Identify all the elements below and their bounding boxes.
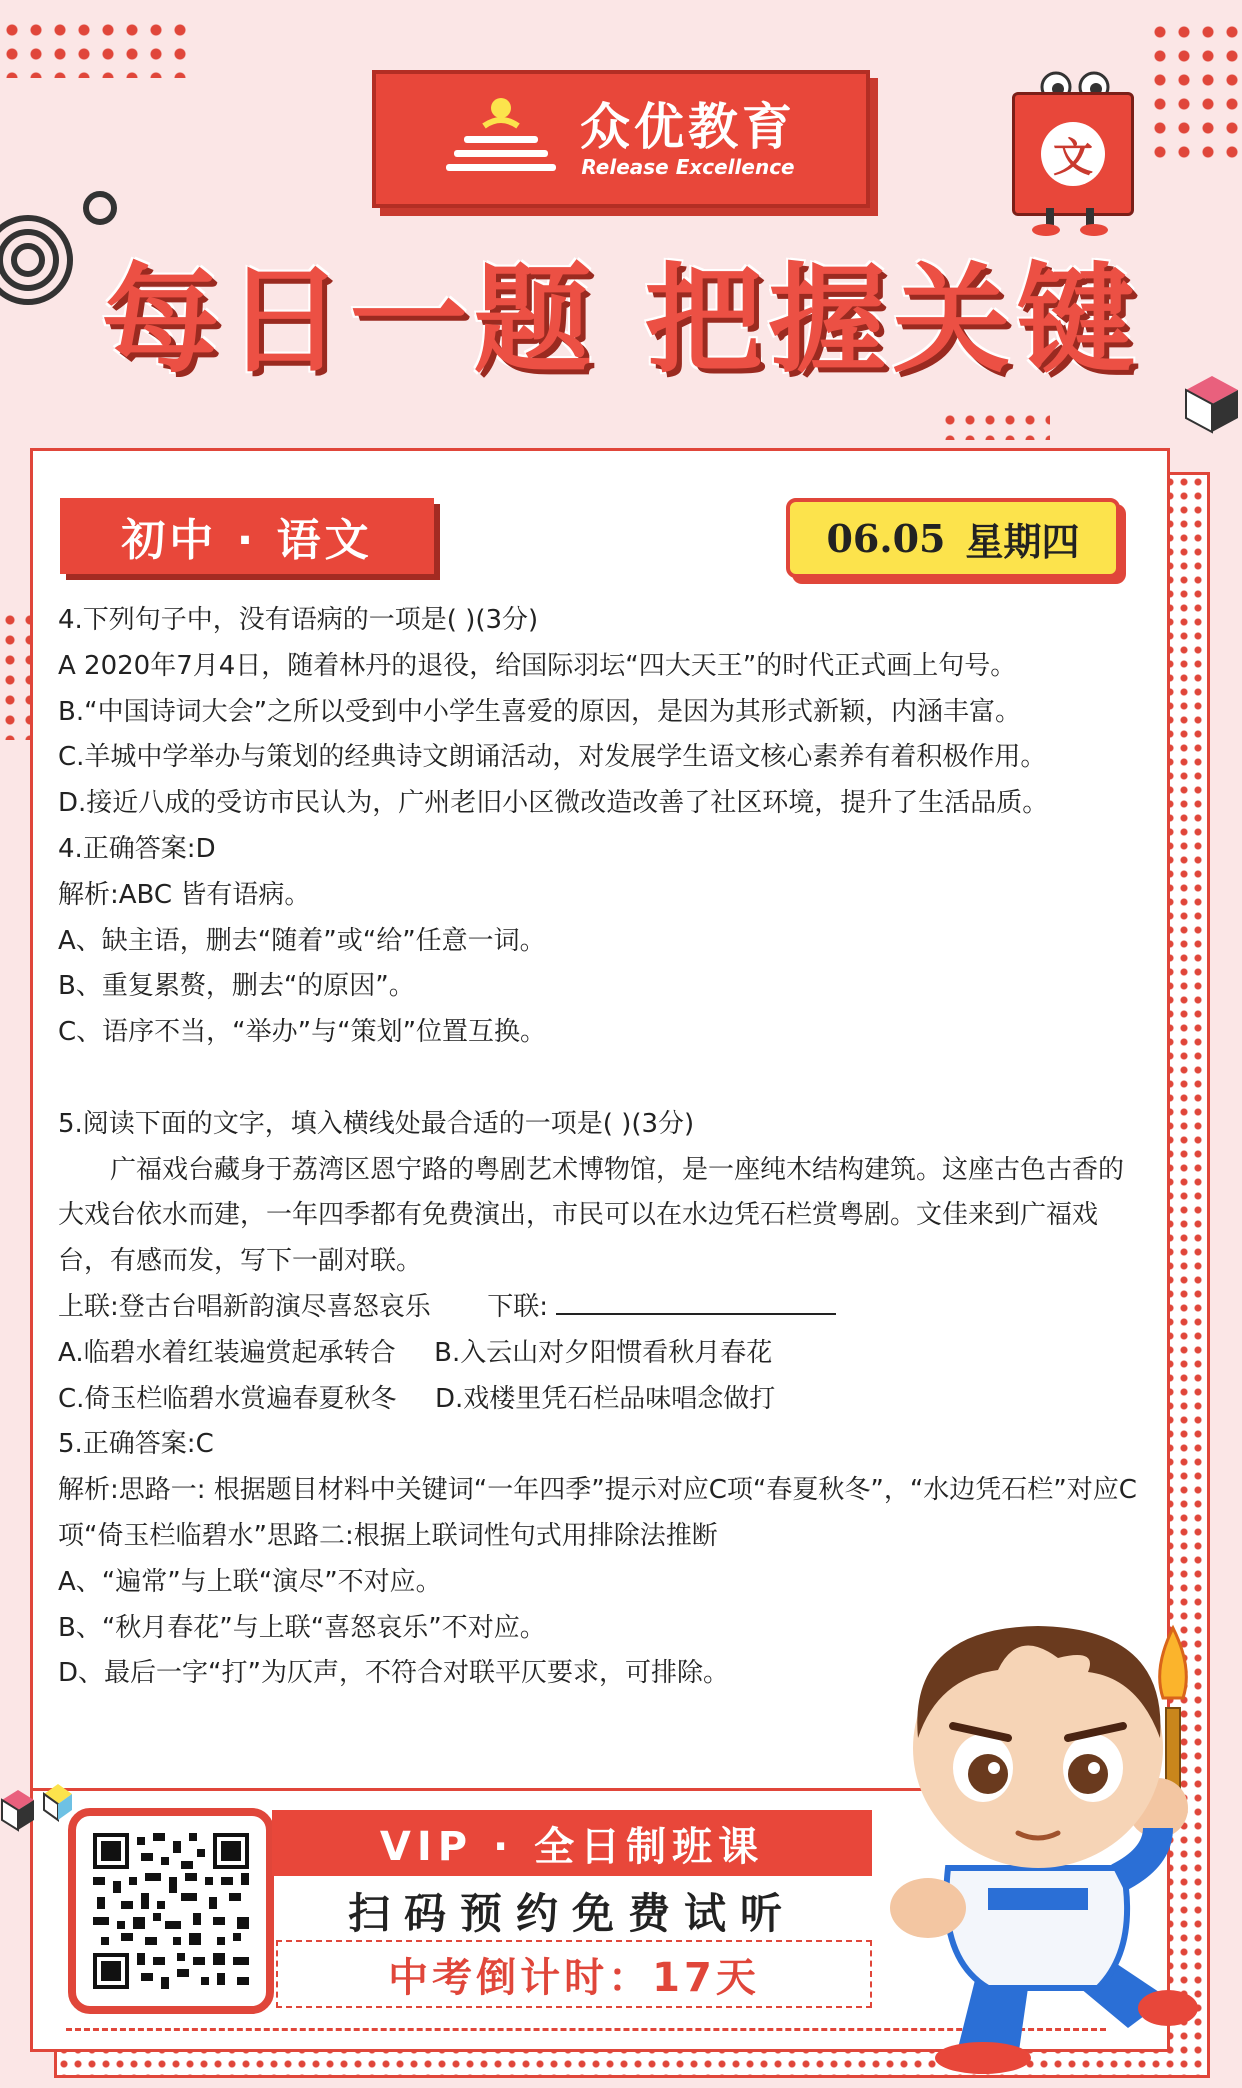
date-badge [786,498,1120,578]
top-right-dots [1148,20,1242,170]
brand-name: 众优教育 [580,98,796,156]
mascot-legs-icon [1030,208,1110,238]
q5-option-a: A.临碧水着红装遍赏起承转合 [58,1337,396,1368]
q4-note-c: C、语序不当，“举办”与“策划”位置互换。 [58,1017,547,1048]
date-day: 06.05 [826,515,946,561]
exam-countdown: 中考倒计时：17天 [276,1940,872,2008]
q4-note-a: A、缺主语，删去“随着”或“给”任意一词。 [58,925,546,956]
q5-stem: 5.阅读下面的文字，填入横线处最合适的一项是( )(3分) [58,1108,695,1139]
subject-tag: 初中 · 语文 [60,498,434,574]
cubes-decoration [0,1780,80,1840]
brand-slogan: Release Excellence [581,155,795,179]
brand-logo-icon [446,94,556,184]
main-title: 每日一题 把握关键 [101,251,1141,389]
scan-text: 扫码预约免费试听 [347,1889,796,1938]
q5-option-d: D.戏楼里凭石栏品味唱念做打 [434,1383,776,1414]
q4-option-a: A 2020年7月4日，随着林丹的退役，给国际羽坛“四大天王”的时代正式画上句号。 [58,650,1017,681]
q4-option-c: C.羊城中学举办与策划的经典诗文朗诵活动，对发展学生语文核心素养有着积极作用。 [58,742,1047,773]
date-weekday: 星期四 [965,518,1080,564]
q5-analysis: 解析:思路一: 根据题目材料中关键词“一年四季”提示对应C项“春夏秋冬”，“水边凭石栏”对应C项“倚玉栏临碧水”思路二:根据上联词性句式用排除法推断 [58,1475,1137,1551]
q4-analysis: 解析:ABC 皆有语病。 [58,879,311,910]
right-mid-dots [940,410,1050,440]
qr-code-icon [89,1829,253,1993]
brand-logo [372,70,870,208]
q5-couplet [58,1285,1148,1331]
q4-option-b: B.“中国诗词大会”之所以受到中小学生喜爱的原因，是因为其形式新颖，内涵丰富。 [58,696,1022,727]
q5-blank-line [556,1291,836,1315]
q5-answer: 5.正确答案:C [58,1429,214,1460]
q4-stem: 4.下列句子中，没有语病的一项是( )(3分) [58,605,539,635]
q5-couplet-up: 上联:登古台唱新韵演尽喜怒哀乐 [58,1291,431,1322]
q5-options-ab [58,1331,1148,1377]
boy-mascot-icon [868,1588,1208,2078]
vip-banner: VIP · 全日制班课 [272,1810,872,1876]
q4-option-d: D.接近八成的受访市民认为，广州老旧小区微改造改善了社区环境，提升了生活品质。 [58,788,1049,819]
wen-mascot-char: 文 [1041,122,1105,186]
q5-note-b: B、“秋月春花”与上联“喜怒哀乐”不对应。 [58,1612,546,1643]
q5-option-c: C.倚玉栏临碧水赏遍春夏秋冬 [58,1383,397,1414]
q5-passage: 广福戏台藏身于荔湾区恩宁路的粤剧艺术博物馆，是一座纯木结构建筑。这座古色古香的大戏台依水而建，一年四季都有免费演出，市民可以在水边凭石栏赏粤剧。文佳来到广福戏台，有感而发，写下一副对联。 [58,1154,1125,1277]
q5-option-b: B.入云山对夕阳惯看秋月春花 [434,1337,773,1368]
q5-options-cd [58,1377,1148,1423]
qr-code[interactable] [68,1808,274,2014]
question-content [58,598,1148,1697]
wen-mascot [1012,92,1134,216]
q5-note-d: D、最后一字“打”为仄声，不符合对联平仄要求，可排除。 [58,1658,729,1689]
q5-note-a: A、“遍常”与上联“演尽”不对应。 [58,1566,442,1597]
left-mid-dots [0,610,34,740]
q4-note-b: B、重复累赘，删去“的原因”。 [58,971,415,1002]
top-left-dots [0,18,190,78]
q4-answer: 4.正确答案:D [58,833,216,864]
q5-couplet-down: 下联: [487,1291,549,1322]
